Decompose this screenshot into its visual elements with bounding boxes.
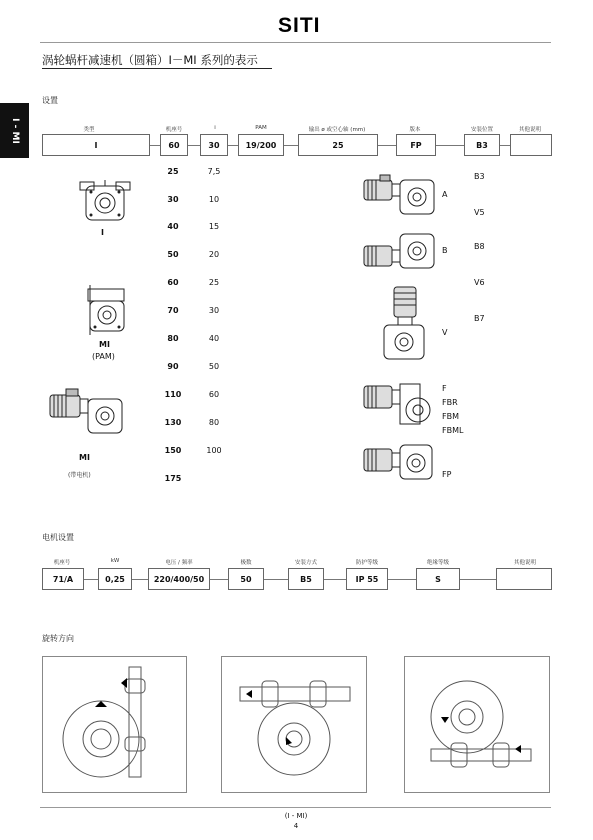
- version-b-drawing: [362, 232, 440, 274]
- ratio-value: 10: [208, 195, 220, 204]
- frame-size: 130: [164, 418, 182, 427]
- version-b-label: B: [442, 246, 448, 255]
- ratio-value: 30: [208, 306, 220, 315]
- rotation-diagram-2: [221, 656, 367, 793]
- version-f-drawing: [362, 380, 440, 430]
- version-v-label: V: [442, 328, 448, 337]
- footer-rule: [40, 807, 551, 808]
- mounting-position: B8: [474, 242, 485, 251]
- version-fp-label: FP: [442, 470, 452, 479]
- mounting-position: B7: [474, 314, 485, 323]
- setup-frame-box: 60: [160, 134, 188, 156]
- type-mi-motor-sub: (带电机): [68, 472, 91, 479]
- motor-mounting-box: B5: [288, 568, 324, 590]
- motor-voltage-box: 220/400/50: [148, 568, 210, 590]
- frame-size: 60: [167, 278, 179, 287]
- setup-header-other: 其他说明: [518, 127, 541, 133]
- connector: [378, 145, 396, 146]
- motor-header-insulation: 绝缘等级: [426, 560, 449, 566]
- connector: [188, 145, 200, 146]
- side-tab: [0, 103, 29, 158]
- connector: [324, 579, 346, 580]
- frame-size: 90: [167, 362, 179, 371]
- setup-label: 设置: [42, 96, 58, 105]
- setup-header-version: 版本: [409, 127, 421, 133]
- connector: [210, 579, 228, 580]
- motor-header-voltage: 电压 / 频率: [165, 560, 193, 566]
- frame-size: 175: [164, 474, 182, 483]
- type-mi-motor-drawing: [48, 385, 128, 445]
- frame-size: 25: [167, 167, 179, 176]
- rotation-diagram-1: [42, 656, 187, 793]
- setup-pam-box: 19/200: [238, 134, 284, 156]
- motor-header-other: 其他说明: [513, 560, 536, 566]
- title-underline: [42, 68, 272, 69]
- motor-label: 电机设置: [42, 533, 74, 542]
- connector: [264, 579, 288, 580]
- version-a-label: A: [442, 190, 448, 199]
- header-rule: [40, 42, 551, 43]
- connector: [228, 145, 238, 146]
- motor-other-box: [496, 568, 552, 590]
- setup-other-box: [510, 134, 552, 156]
- connector: [388, 579, 416, 580]
- side-tab-label: I - MI: [9, 117, 20, 144]
- connector: [150, 145, 160, 146]
- version-fbm-label: FBM: [442, 412, 459, 421]
- mounting-position: V5: [474, 208, 485, 217]
- motor-header-protection: 防护等级: [355, 560, 378, 566]
- setup-mounting-box: B3: [464, 134, 500, 156]
- version-v-drawing: [380, 285, 440, 365]
- frame-size: 80: [167, 334, 179, 343]
- ratio-value: 50: [208, 362, 220, 371]
- ratio-value: 25: [208, 278, 220, 287]
- motor-header-kw: kW: [110, 558, 120, 564]
- ratio-value: 15: [208, 222, 220, 231]
- motor-header-poles: 极数: [240, 560, 252, 566]
- ratio-value: 40: [208, 334, 220, 343]
- version-a-drawing: [362, 172, 440, 222]
- type-mi-pam-sub: (PAM): [92, 352, 115, 361]
- type-i-label: I: [101, 228, 104, 237]
- setup-header-output: 输出 ø 或空心轴 (mm): [308, 127, 366, 133]
- ratio-value: 7,5: [207, 167, 221, 176]
- frame-size: 40: [167, 222, 179, 231]
- page-number: 4: [293, 822, 299, 830]
- mounting-position: B3: [474, 172, 485, 181]
- motor-kw-box: 0,25: [98, 568, 132, 590]
- frame-size: 110: [164, 390, 182, 399]
- setup-header-frame: 机座号: [165, 127, 183, 133]
- ratio-value: 20: [208, 250, 220, 259]
- setup-version-box: FP: [396, 134, 436, 156]
- rotation-drawing-1: [43, 657, 186, 792]
- connector: [84, 579, 98, 580]
- rotation-diagram-3: [404, 656, 550, 793]
- ratio-value: 60: [208, 390, 220, 399]
- rotation-drawing-2: [222, 657, 366, 792]
- page-title: 涡轮蜗杆减速机（圆箱）I－MI 系列的表示: [42, 53, 258, 67]
- setup-type-box: I: [42, 134, 150, 156]
- type-i-drawing: [78, 180, 133, 228]
- frame-size: 150: [164, 446, 182, 455]
- footer-series: (I - MI): [284, 812, 308, 820]
- setup-header-type: 类型: [83, 127, 95, 133]
- motor-poles-box: 50: [228, 568, 264, 590]
- connector: [284, 145, 298, 146]
- rotation-drawing-3: [405, 657, 549, 792]
- setup-ratio-box: 30: [200, 134, 228, 156]
- ratio-value: 100: [206, 446, 222, 455]
- version-f-label: F: [442, 384, 447, 393]
- motor-insulation-box: S: [416, 568, 460, 590]
- version-fbml-label: FBML: [442, 426, 464, 435]
- motor-header-mounting: 安装方式: [294, 560, 317, 566]
- ratio-value: 80: [208, 418, 220, 427]
- siti-logo: SITI: [278, 14, 321, 37]
- motor-protection-box: IP 55: [346, 568, 388, 590]
- setup-header-ratio: i: [214, 125, 216, 131]
- frame-size: 50: [167, 250, 179, 259]
- connector: [460, 579, 496, 580]
- frame-size: 30: [167, 195, 179, 204]
- setup-header-pam: PAM: [255, 125, 267, 131]
- connector: [132, 579, 148, 580]
- type-mi-motor-label: MI: [79, 453, 90, 462]
- type-mi-pam-drawing: [84, 285, 129, 340]
- mounting-position: V6: [474, 278, 485, 287]
- version-fp-drawing: [362, 443, 440, 485]
- type-mi-pam-label: MI: [99, 340, 110, 349]
- frame-size: 70: [167, 306, 179, 315]
- connector: [500, 145, 510, 146]
- setup-header-mounting: 安装位置: [470, 127, 493, 133]
- rotation-label: 旋转方向: [42, 634, 74, 643]
- motor-header-frame: 机座号: [53, 560, 71, 566]
- setup-output-box: 25: [298, 134, 378, 156]
- version-fbr-label: FBR: [442, 398, 458, 407]
- motor-frame-box: 71/A: [42, 568, 84, 590]
- connector: [436, 145, 464, 146]
